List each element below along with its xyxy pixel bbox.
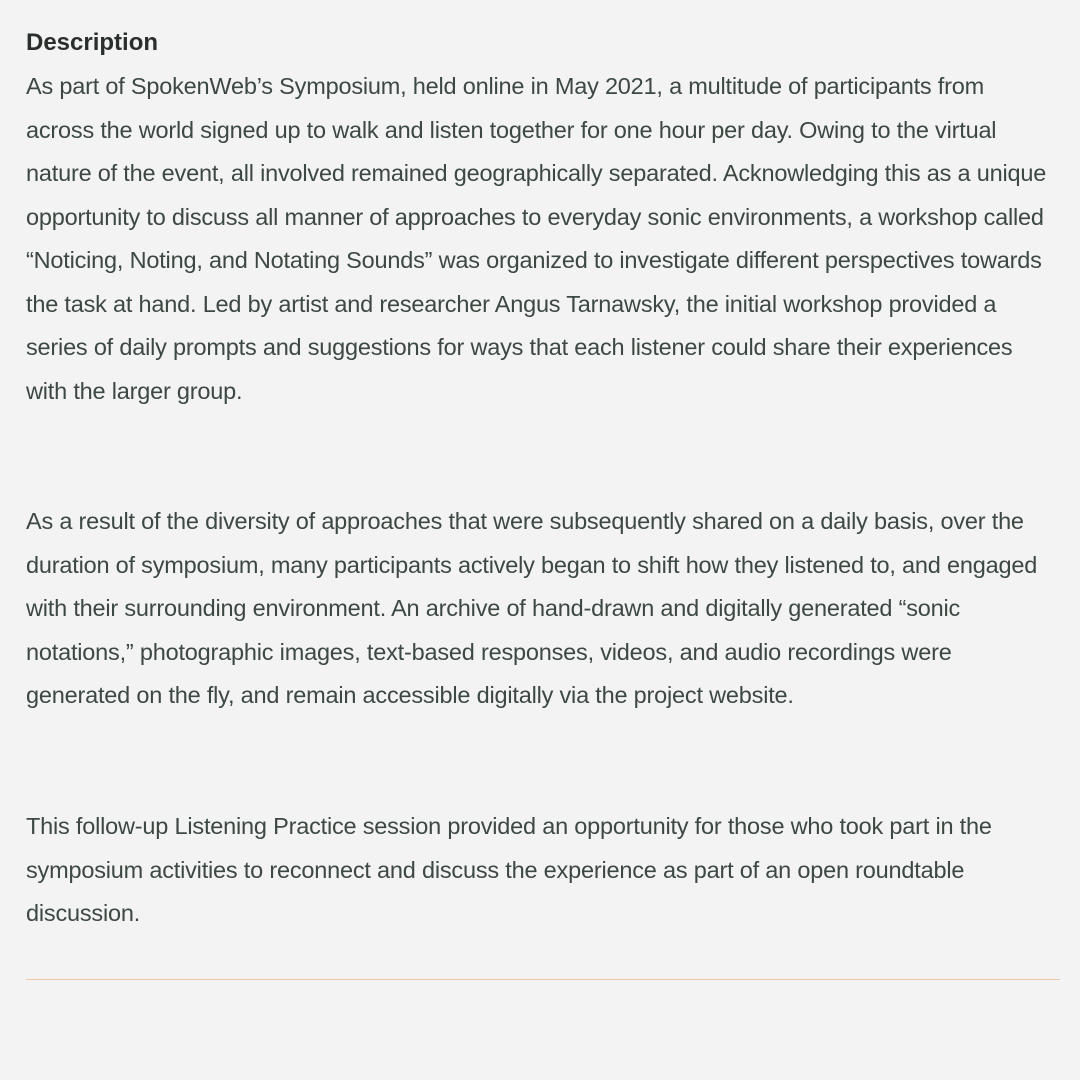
description-paragraph-2: As a result of the diversity of approaches that were subsequently shared on a daily basis, over the duration of symposium, many participants actively began to shift how they listened to, and engaged with their surrounding environment. An archive of hand-drawn and digitally generated “sonic notations,” photographic images, text-based responses, videos, and audio recordings were generated on the fly, and remain accessible digitally via the project website. (26, 508, 1038, 708)
description-paragraph-1: As part of SpokenWeb’s Symposium, held online in May 2021, a multitude of participants from across the world signed up to walk and listen together for one hour per day. Owing to the virtual nature of the event, all involved remained geographically separated. Acknowledging this as a unique opportunity to discuss all manner of approaches to everyday sonic environments, a workshop called “Noticing, Noting, and Notating Sounds” was organized to investigate different perspectives towards the task at hand. Led by artist and researcher Angus Tarnawsky, the initial workshop provided a series of daily prompts and suggestions for ways that each listener could share their experiences with the larger group. (26, 73, 1047, 404)
section-heading: Description (26, 29, 159, 56)
section-divider (26, 979, 1060, 980)
description-paragraph-3: This follow-up Listening Practice session provided an opportunity for those who took part in the symposium activities to reconnect and discuss the experience as part of an open roundtable discussion. (26, 813, 992, 926)
